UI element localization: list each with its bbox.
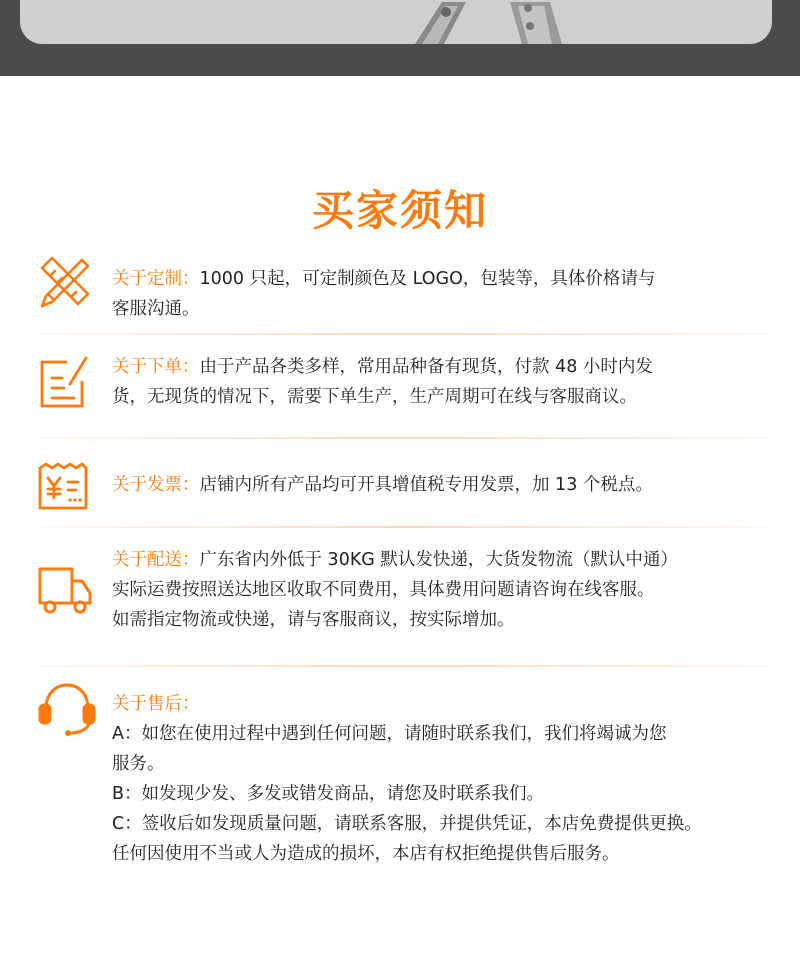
- notice-shipping-text: 关于配送：广东省内外低于 30KG 默认发快递，大货发物流（默认中通） 实际运费按照送达地区收取不同费用，具体费用问题请咨询在线客服。 如需指定物流或快递，请与客服商议，按实际增加。: [112, 550, 678, 630]
- multitool-image: [400, 0, 600, 46]
- notice-label: 关于定制：: [112, 269, 200, 289]
- headset-support-icon: [36, 681, 98, 737]
- notice-label: 关于售后：: [112, 694, 200, 714]
- notice-after-sales-text: 关于售后： A：如您在使用过程中遇到任何问题，请随时联系我们，我们将竭诚为您 服务。 B：如发现少发、多发或错发商品，请您及时联系我们。 C：签收后如发现质量问题，请联系客服，并提供凭证，本店免费提供更换。 任何因使用不当或人为造成的损坏，本店有权拒绝提供售后服务。: [112, 694, 702, 864]
- ruler-pencil-icon: [36, 256, 92, 308]
- edit-document-icon: [36, 354, 90, 410]
- top-banner: [0, 0, 800, 76]
- notice-customization-text: 关于定制：1000 只起，可定制颜色及 LOGO，包装等，具体价格请与 客服沟通。: [112, 269, 656, 319]
- divider: [40, 665, 772, 667]
- product-photo-card: [20, 0, 772, 44]
- notice-label: 关于下单：: [112, 357, 200, 377]
- divider: [40, 333, 772, 335]
- delivery-truck-icon: [36, 565, 94, 617]
- divider: [40, 526, 772, 528]
- notice-label: 关于发票：: [112, 475, 200, 495]
- notice-ordering-text: 关于下单：由于产品各类多样，常用品种备有现货，付款 48 小时内发 货，无现货的情况下，需要下单生产，生产周期可在线与客服商议。: [112, 357, 653, 407]
- page-title: 买家须知: [311, 186, 488, 235]
- divider: [40, 437, 772, 439]
- notice-label: 关于配送：: [112, 550, 200, 570]
- invoice-receipt-icon: [36, 462, 90, 512]
- notice-invoice-text: 关于发票：店铺内所有产品均可开具增值税专用发票，加 13 个税点。: [112, 475, 653, 495]
